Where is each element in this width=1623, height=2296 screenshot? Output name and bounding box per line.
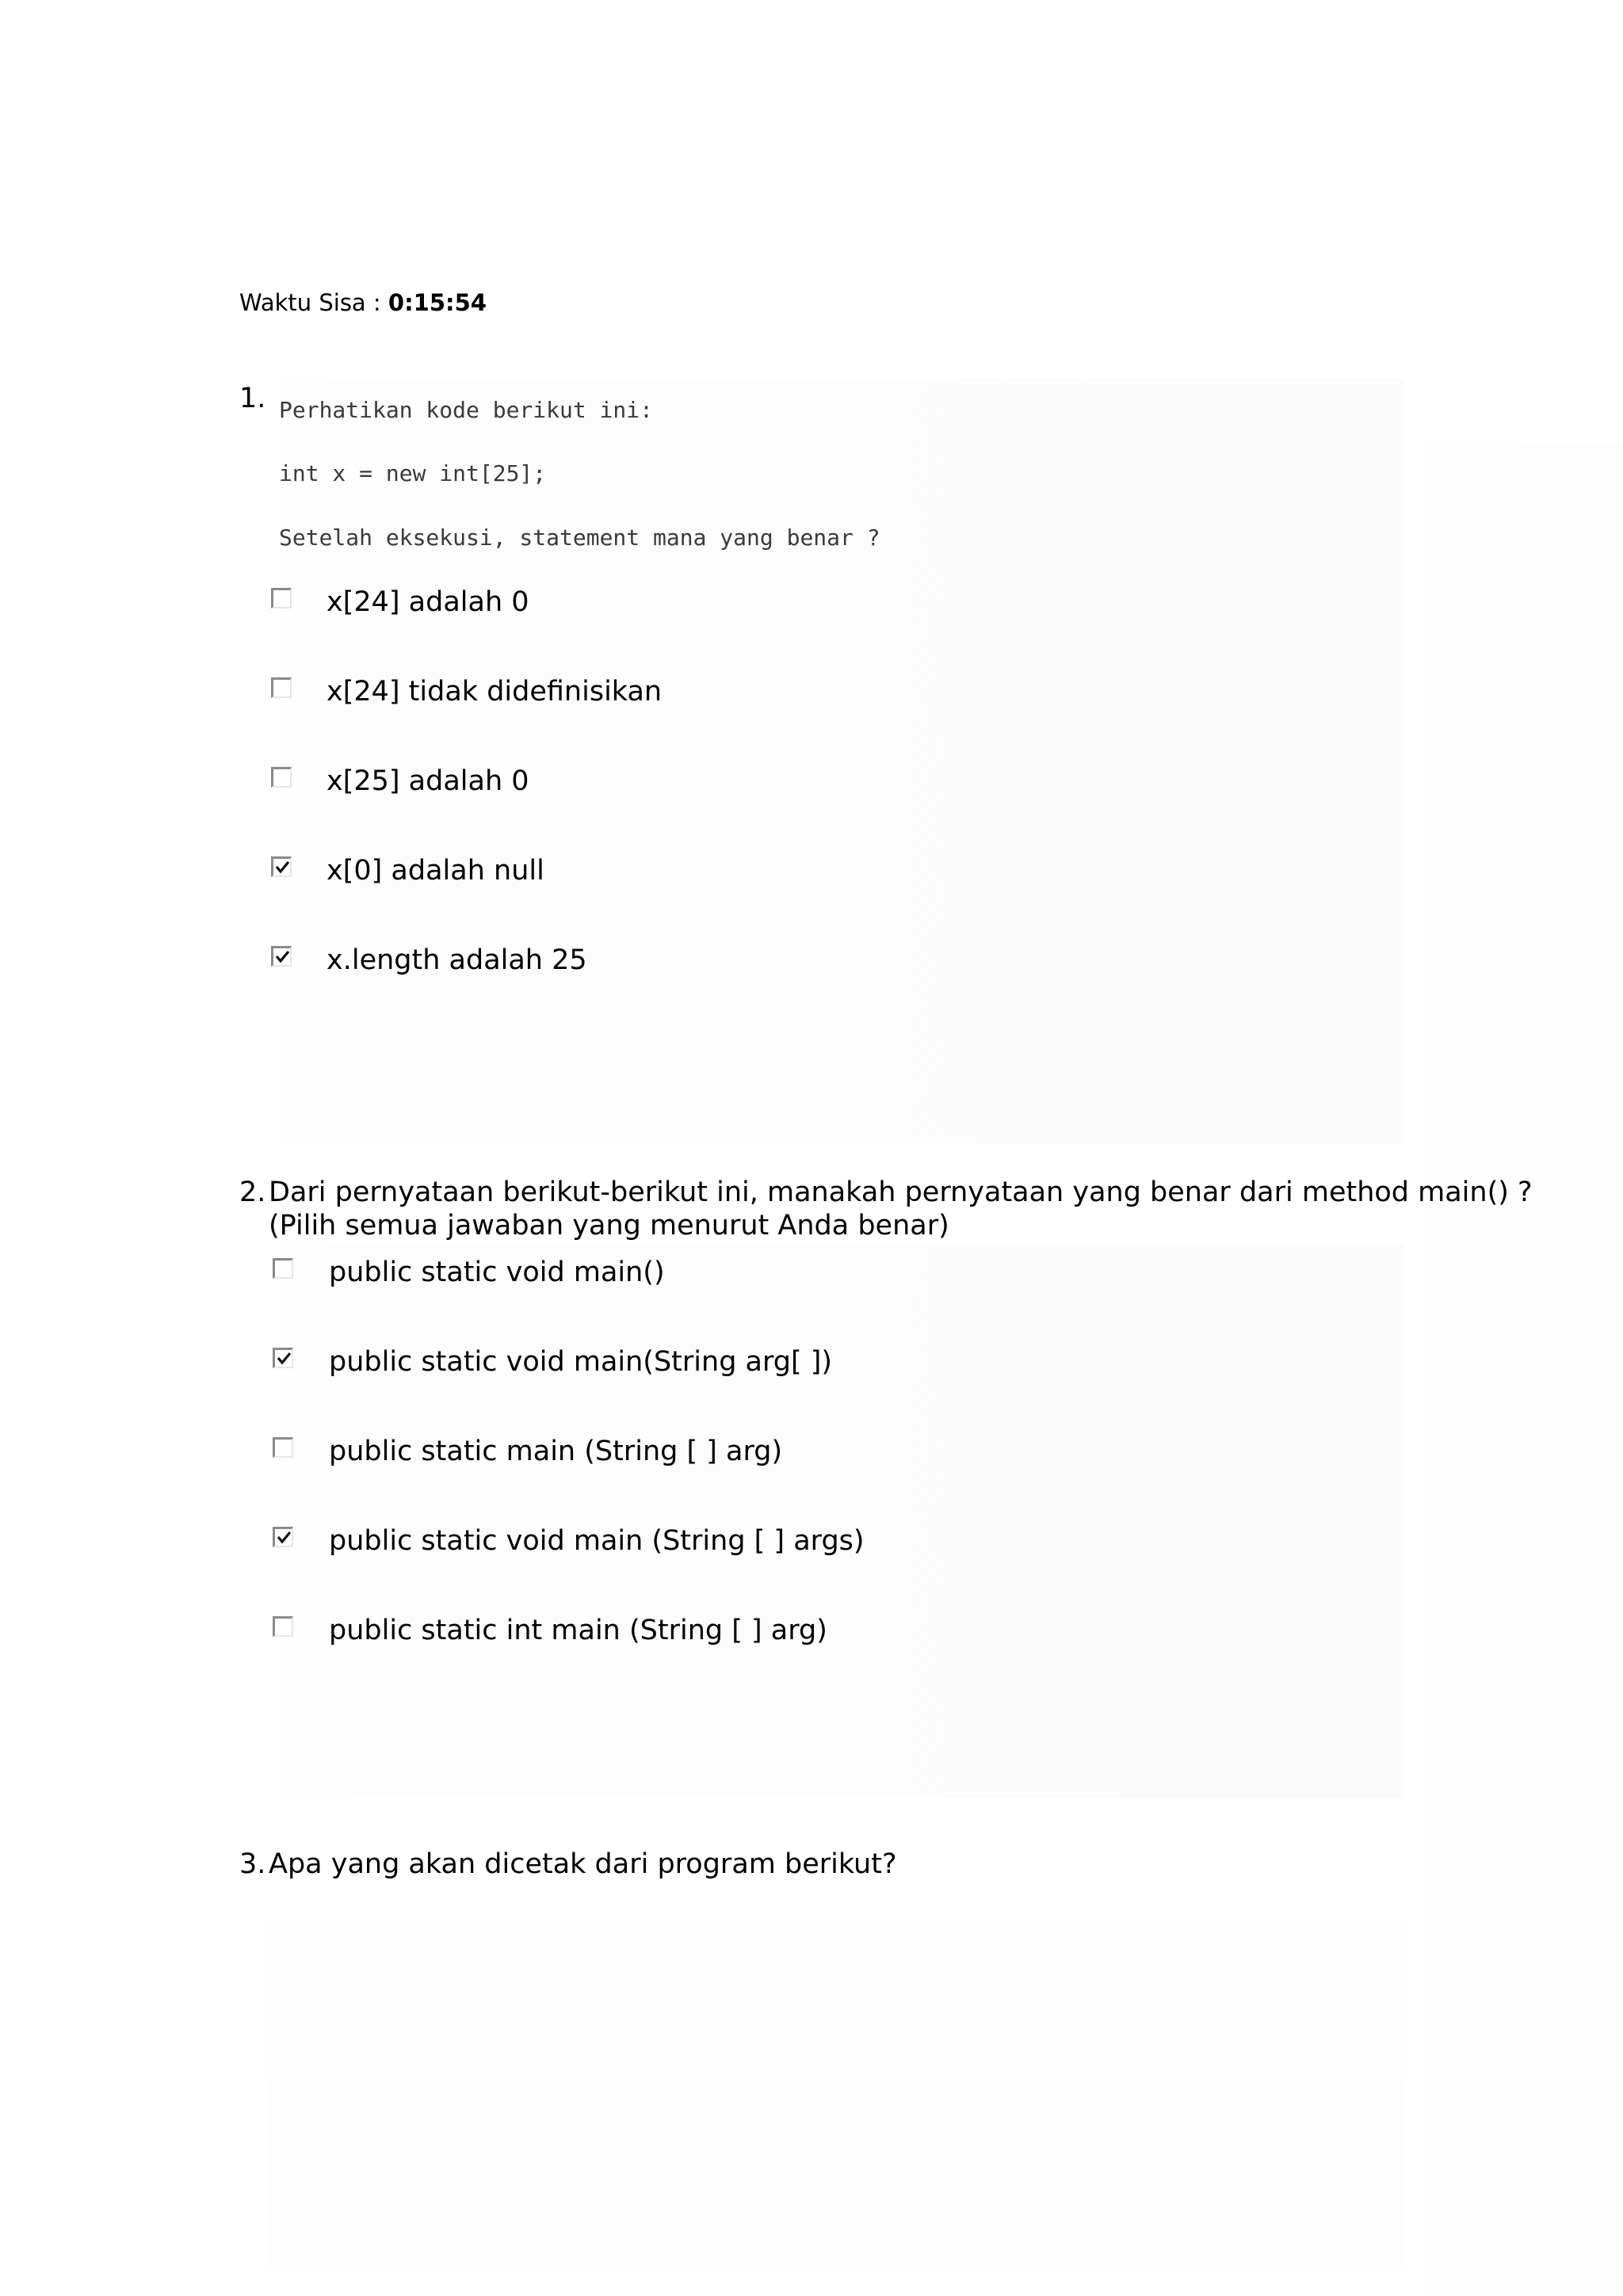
checkmark-icon	[274, 859, 292, 876]
checkbox[interactable]	[271, 946, 292, 967]
question-2-number: 2.	[239, 1177, 266, 1208]
option-label: public static void main()	[329, 1257, 665, 1288]
question-1-number: 1.	[239, 383, 266, 414]
option-label: public static void main(String arg[ ])	[329, 1346, 833, 1378]
question-2-panel	[268, 1244, 1404, 1798]
checkmark-icon	[276, 1529, 293, 1547]
page-shading	[1404, 444, 1623, 2296]
option-label: x.length adalah 25	[327, 944, 587, 976]
option-label: x[24] tidak didefinisikan	[327, 676, 663, 707]
option-label: x[25] adalah 0	[327, 765, 529, 797]
remaining-time-value: 0:15:54	[388, 289, 487, 316]
remaining-time	[239, 287, 487, 318]
question-3-text: Apa yang akan dicetak dari program berikut?	[269, 1848, 897, 1880]
option-label: public static main (String [ ] arg)	[329, 1436, 783, 1467]
option-label: x[24] adalah 0	[327, 586, 529, 618]
question-1-panel	[268, 379, 1404, 1143]
option-label: public static void main (String [ ] args)	[329, 1525, 865, 1557]
question-3-number: 3.	[239, 1848, 266, 1880]
checkmark-icon	[276, 1350, 293, 1367]
checkbox[interactable]	[273, 1258, 293, 1279]
question-2-hint: (Pilih semua jawaban yang menurut Anda benar)	[269, 1210, 949, 1241]
checkbox[interactable]	[271, 856, 292, 877]
question-3-panel	[268, 1886, 1404, 2266]
checkbox[interactable]	[271, 677, 292, 698]
question-2-text: Dari pernyataan berikut-berikut ini, manakah pernyataan yang benar dari method main() ?	[269, 1177, 1533, 1208]
question-1-code-line-1: Perhatikan kode berikut ini:	[279, 397, 654, 423]
checkbox[interactable]	[271, 767, 292, 788]
checkbox[interactable]	[273, 1437, 293, 1458]
checkbox[interactable]	[273, 1527, 293, 1547]
option-label: public static int main (String [ ] arg)	[329, 1615, 827, 1646]
checkmark-icon	[274, 948, 292, 966]
checkbox[interactable]	[273, 1616, 293, 1637]
question-1-code-line-3: Setelah eksekusi, statement mana yang benar ?	[279, 524, 880, 551]
question-1-code-line-2: int x = new int[25];	[279, 460, 547, 486]
option-label: x[0] adalah null	[327, 855, 544, 887]
remaining-time-label: Waktu Sisa :	[239, 289, 388, 316]
checkbox[interactable]	[273, 1348, 293, 1368]
checkbox[interactable]	[271, 588, 292, 608]
